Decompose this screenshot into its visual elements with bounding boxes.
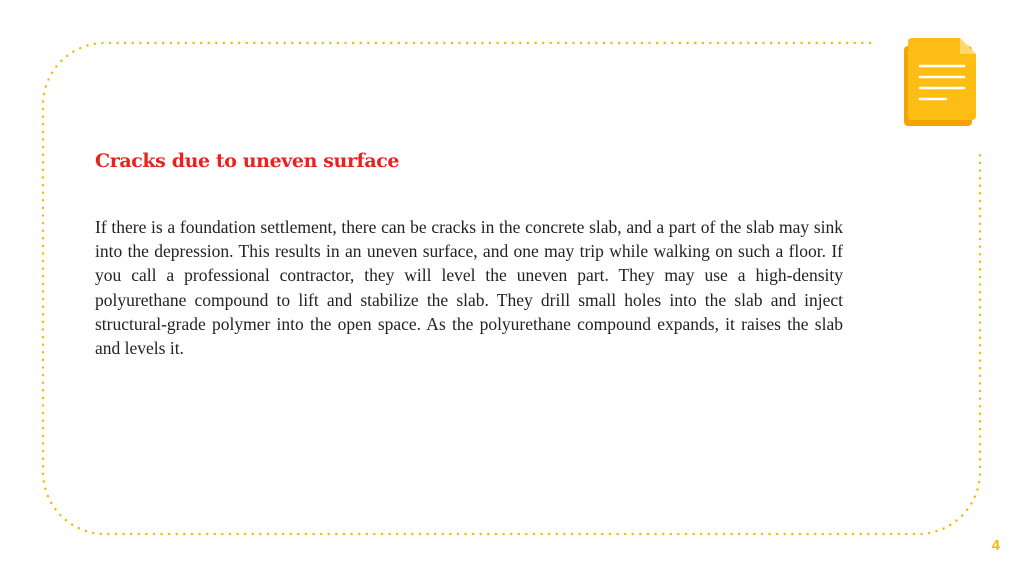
page-number: 4: [991, 537, 1000, 554]
document-icon: [898, 36, 982, 128]
slide-body-text: If there is a foundation settlement, there can be cracks in the concrete slab, and a part of the slab may sink into the depression. This results in an uneven surface, and one may trip while walking on such a floor. If you call a professional contractor, they will level the uneven part. They may use a high-density polyurethane compound to lift and stabilize the slab. They drill small holes into the slab and inject structural-grade polymer into the open space. As the polyurethane compound expands, it raises the slab and levels it.: [95, 217, 843, 359]
slide-heading: Cracks due to uneven surface: [95, 150, 400, 172]
